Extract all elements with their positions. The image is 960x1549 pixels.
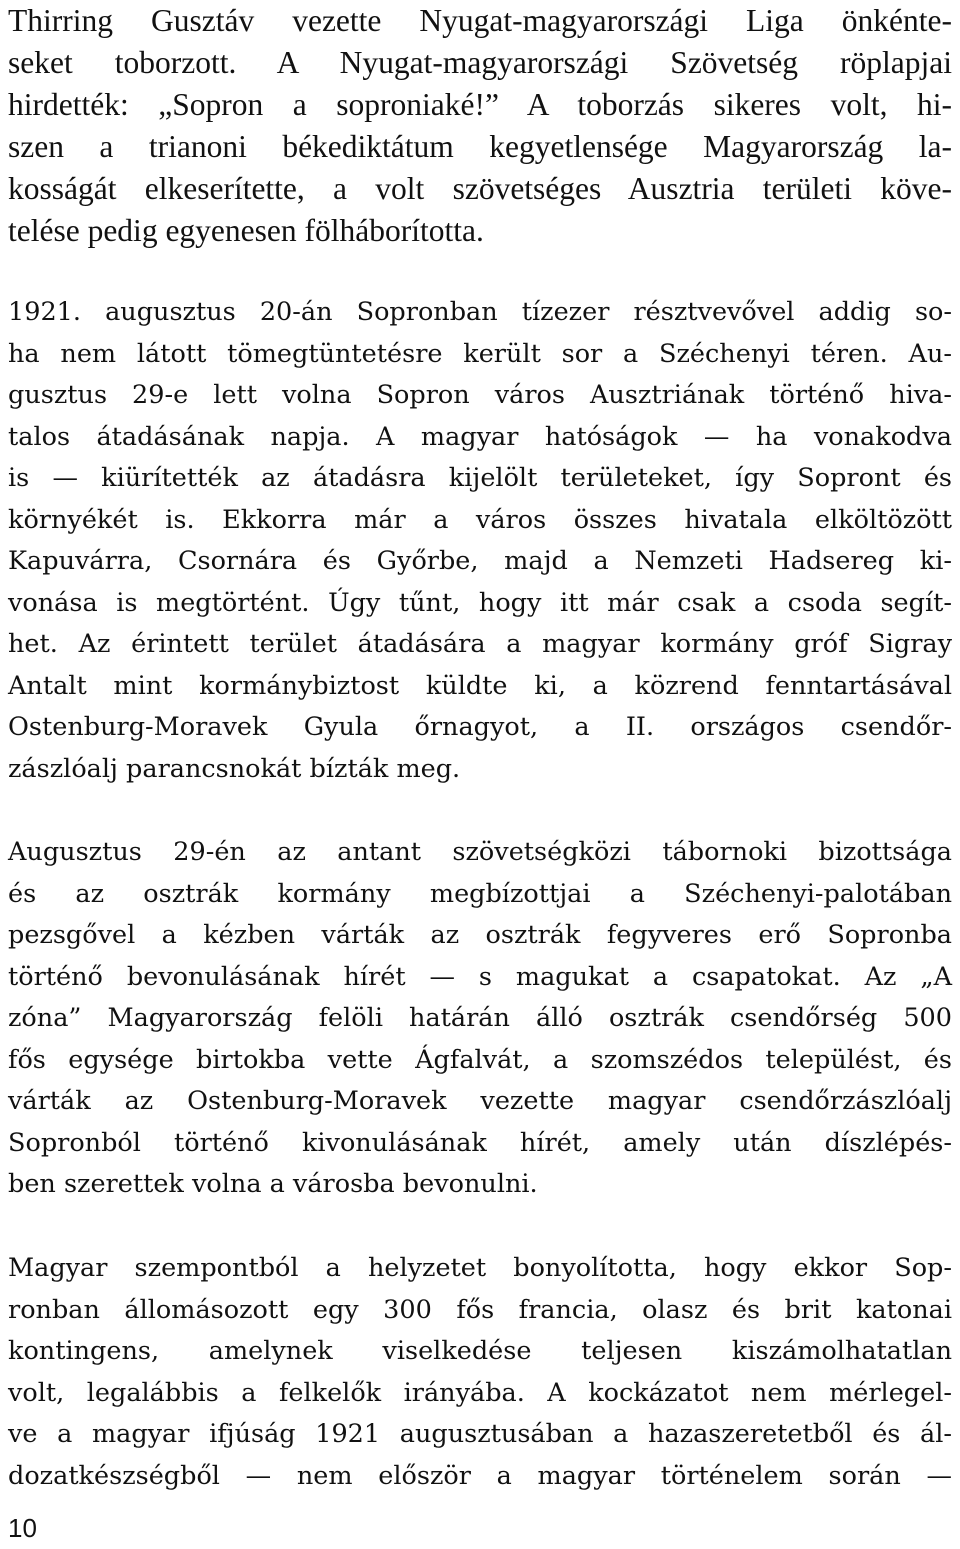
text-line: ve a magyar ifjúság 1921 augusztusában a hazaszeretetből és ál- xyxy=(8,1419,952,1449)
text-line: Ostenburg-Moravek Gyula őrnagyot, a II. országos csendőr- xyxy=(8,712,952,742)
text-line: seket toborzott. A Nyugat-magyarországi Szövetség röplapjai xyxy=(8,45,952,80)
text-line: ha nem látott tömegtüntetésre került sor a Széchenyi téren. Au- xyxy=(8,338,952,369)
page-number: 10 xyxy=(8,1513,37,1543)
text-line: Thirring Gusztáv vezette Nyugat-magyarországi Liga önkénte- xyxy=(8,3,952,38)
text-line: várták az Ostenburg-Moravek vezette magyar csendőrzászlóalj xyxy=(8,1086,952,1116)
text-line: kontingens, amelynek viselkedése teljesen kiszámolhatatlan xyxy=(8,1336,952,1366)
paragraph-3 xyxy=(8,832,952,1206)
text-line: zászlóalj parancsnokát bízták meg. xyxy=(8,753,461,784)
text-line: telése pedig egyenesen fölháborította. xyxy=(8,213,484,248)
text-line: szen a trianoni békediktátum kegyetlensége Magyarország la- xyxy=(8,129,952,164)
text-line: Magyar szempontból a helyzetet bonyolította, hogy ekkor Sop- xyxy=(8,1253,952,1283)
text-line: ronban állomásozott egy 300 fős francia, olasz és brit katonai xyxy=(8,1294,952,1325)
text-line: talos átadásának napja. A magyar hatóságok — ha vonakodva xyxy=(8,421,952,452)
page-body xyxy=(8,0,952,1491)
text-line: Antalt mint kormánybiztost küldte ki, a közrend fenntartásával xyxy=(8,670,952,701)
text-line: ben szerettek volna a városba bevonulni. xyxy=(8,1169,538,1199)
text-line: és az osztrák kormány megbízottjai a Széchenyi-palotában xyxy=(8,878,952,909)
text-line: dozatkészségből — nem először a magyar történelem során — xyxy=(8,1460,952,1491)
text-line: Sopronból történő kivonulásának hírét, amely után díszlépés- xyxy=(8,1127,952,1158)
paragraph-2 xyxy=(8,292,952,790)
text-line: is — kiürítették az átadásra kijelölt területeket, így Sopront és xyxy=(8,463,952,493)
text-line: Augusztus 29-én az antant szövetségközi tábornoki bizottsága xyxy=(8,837,952,867)
text-line: hirdették: „Sopron a soproniaké!” A toborzás sikeres volt, hi- xyxy=(8,87,952,122)
text-line: het. Az érintett terület átadására a magyar kormány gróf Sigray xyxy=(8,629,952,659)
paragraph-1 xyxy=(8,0,952,252)
text-line: Kapuvárra, Csornára és Győrbe, majd a Nemzeti Hadsereg ki- xyxy=(8,546,952,576)
paragraph-4 xyxy=(8,1248,952,1497)
text-line: volt, legalábbis a felkelők irányába. A kockázatot nem mérlegel- xyxy=(8,1377,952,1408)
text-line: zóna” Magyarország felöli határán álló osztrák csendőrség 500 xyxy=(8,1003,952,1033)
text-line: kosságát elkeserítette, a volt szövetséges Ausztria területi köve- xyxy=(8,171,952,206)
text-line: 1921. augusztus 20-án Sopronban tízezer résztvevővel addig so- xyxy=(8,297,952,327)
text-line: történő bevonulásának hírét — s magukat a csapatokat. Az „A xyxy=(8,961,952,992)
text-line: fős egysége birtokba vette Ágfalvát, a szomszédos települést, és xyxy=(8,1044,952,1075)
text-line: környékét is. Ekkorra már a város összes hivatala elköltözött xyxy=(8,504,952,535)
text-line: pezsgővel a kézben várták az osztrák fegyveres erő Sopronba xyxy=(8,920,952,950)
text-line: gusztus 29-e lett volna Sopron város Ausztriának történő hiva- xyxy=(8,380,952,410)
text-line: vonása is megtörtént. Úgy tűnt, hogy itt már csak a csoda segít- xyxy=(8,587,952,618)
